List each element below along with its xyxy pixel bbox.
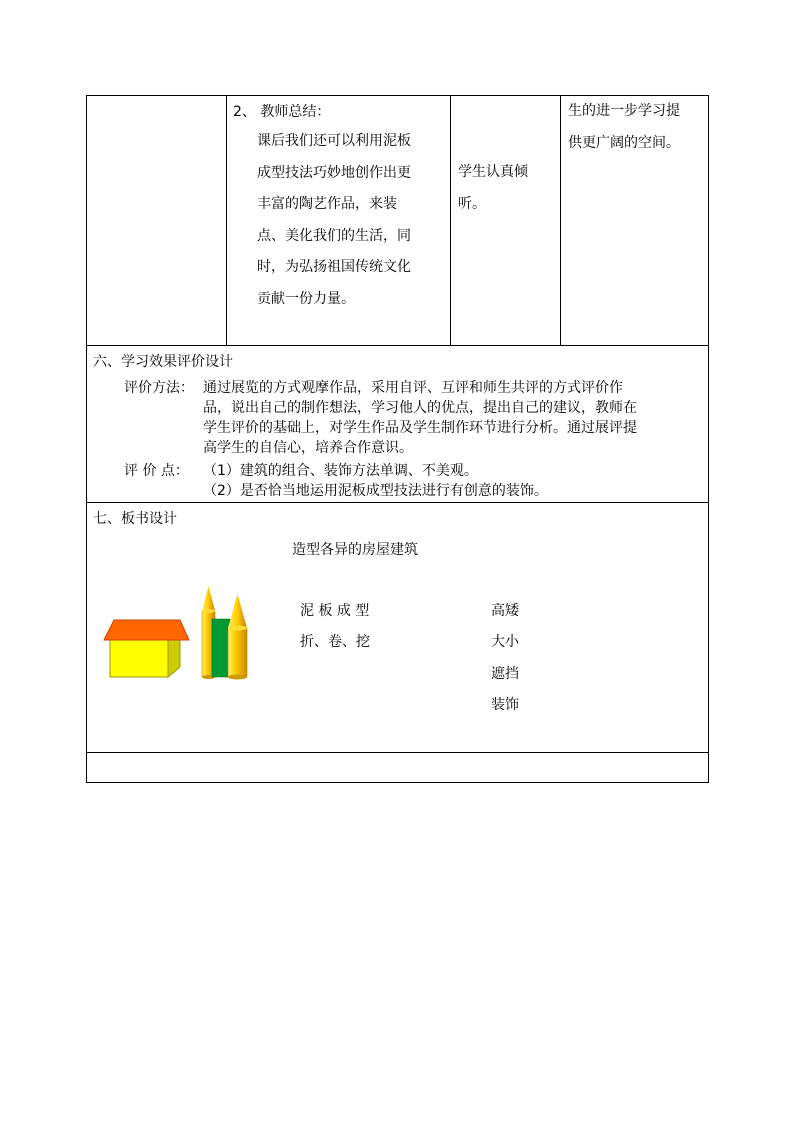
section6-bottom-border [86,502,709,503]
roof-icon [104,620,189,640]
board-title: 造型各异的房屋建筑 [292,542,418,558]
summary-line: 时，为弘扬祖国传统文化 [257,259,411,275]
technique-actions: 折、卷、挖 [300,634,370,650]
table-left-border [86,95,87,783]
keyword-item: 装饰 [491,697,519,713]
row1-divider-2 [450,95,451,345]
technique-title: 泥 板 成 型 [300,603,370,619]
section7-title: 七、板书设计 [93,511,177,527]
keyword-item: 高矮 [491,603,519,619]
summary-line: 成型技法巧妙地创作出更 [257,164,411,181]
evaluation-method-line: 高学生的自信心，培养合作意识。 [203,440,413,456]
teacher-summary-heading: 2、 教师总结： [233,104,331,120]
evaluation-points-label: 评 价 点： [124,463,189,479]
evaluation-point: （2）是否恰当地运用泥板成型技法进行有创意的装饰。 [203,483,548,499]
row1-bottom-border [86,345,709,346]
evaluation-method-line: 通过展览的方式观摩作品，采用自评、互评和师生共评的方式评价作 [203,380,623,396]
evaluation-method-label: 评价方法： [124,380,194,396]
row1-divider-1 [226,95,227,345]
section6-title: 六、学习效果评价设计 [93,354,233,370]
summary-line: 贡献一份力量。 [257,290,355,307]
tower-left-cone [202,586,215,611]
student-activity-text [458,157,528,220]
student-line: 学生认真倾 [458,164,528,180]
evaluation-method-line: 品，说出自己的制作想法，学习他人的优点，提出自己的建议，教师在 [203,400,637,416]
section7-bottom-border [86,752,709,753]
green-block [212,619,230,677]
student-line: 听。 [458,195,486,212]
keyword-item: 大小 [491,634,519,650]
design-intent-text [568,96,680,159]
row1-divider-3 [560,95,561,345]
summary-line: 点、美化我们的生活，同 [257,227,411,244]
tower-right [228,628,247,677]
table-bottom-border [86,782,709,783]
keyword-item: 遮挡 [491,666,519,682]
intent-line: 生的进一步学习提 [568,103,680,119]
table-right-border [708,95,709,783]
tower-right-cone [228,594,247,628]
summary-line: 丰富的陶艺作品，来装 [257,196,397,212]
intent-line: 供更广阔的空间。 [568,134,680,151]
house-front [110,639,168,677]
teacher-summary-text [257,126,411,315]
evaluation-method-line: 学生评价的基础上，对学生作品及学生制作环节进行分析。通过展评提 [203,420,637,436]
evaluation-point: （1）建筑的组合、装饰方法单调、不美观。 [203,463,478,479]
house-illustration [100,583,255,683]
summary-line: 课后我们还可以利用泥板 [257,133,411,149]
